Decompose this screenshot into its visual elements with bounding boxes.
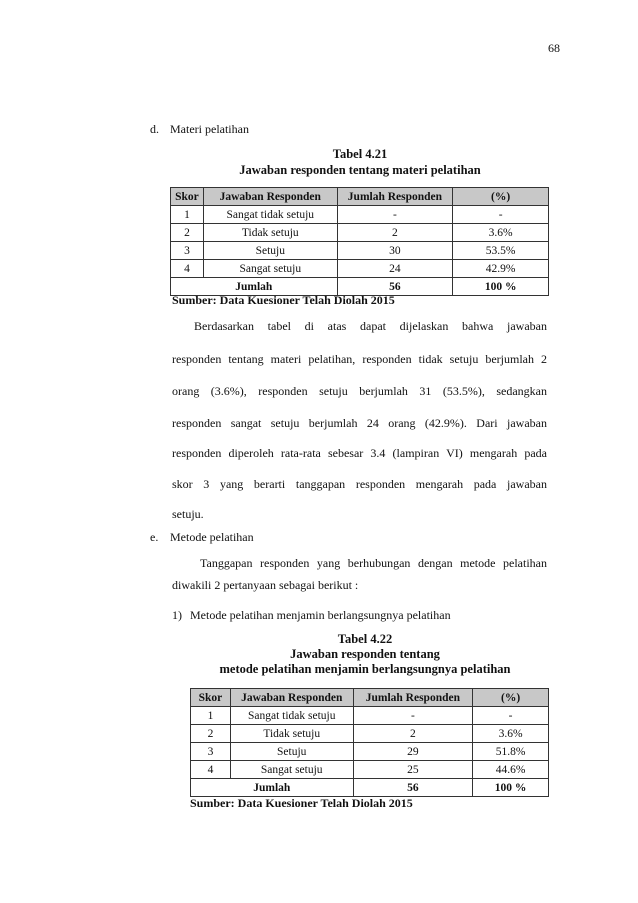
table1-caption-number: Tabel 4.21 [332,147,388,161]
table-cell: - [337,206,453,224]
table2 [190,688,549,797]
table-cell: Setuju [203,242,337,260]
table-cell: Sangat setuju [203,260,337,278]
table-row [171,260,549,278]
table-cell: 1 [191,707,231,725]
table-cell: 25 [353,761,473,779]
subsection-1-title: Metode pelatihan menjamin berlangsungnya pelatihan [190,608,451,622]
table2-caption-subtitle: metode pelatihan menjamin berlangsungnya pelatihan [219,662,511,676]
table-cell: 3 [191,743,231,761]
table-cell: 51.8% [473,743,549,761]
table-row [171,224,549,242]
section-d-title: Materi pelatihan [170,122,249,136]
table-cell: 24 [337,260,453,278]
table2-total-percent: 100 % [473,779,549,797]
paragraph-line: setuju. [172,507,204,521]
section-e-title: Metode pelatihan [170,530,254,544]
table-cell: Sangat setuju [230,761,353,779]
table2-total-label: Jumlah [191,779,354,797]
table2-header-persen: (%) [473,689,549,707]
table2-source: Sumber: Data Kuesioner Telah Diolah 2015 [190,796,413,810]
table1-header-persen: (%) [453,188,549,206]
table-cell: Sangat tidak setuju [203,206,337,224]
table2-header-skor: Skor [191,689,231,707]
table-cell: 4 [191,761,231,779]
table1-total-label: Jumlah [171,278,338,296]
table2-header-jumlah: Jumlah Responden [353,689,473,707]
paragraph-line: responden sangat setuju berjumlah 24 orang (42.9%). Dari jawaban [172,416,547,430]
table1-header-row [171,188,549,206]
table-row [171,242,549,260]
table1 [170,187,549,296]
paragraph-line: responden tentang materi pelatihan, responden tidak setuju berjumlah 2 [172,352,547,366]
table-cell: Tidak setuju [203,224,337,242]
table-cell: - [353,707,473,725]
table-cell: - [453,206,549,224]
table2-caption-number: Tabel 4.22 [337,632,393,646]
table-cell: - [473,707,549,725]
subsection-1-label: 1) [172,608,182,622]
table1-header-jawaban: Jawaban Responden [203,188,337,206]
table-cell: 2 [353,725,473,743]
table-cell: 3.6% [473,725,549,743]
table-cell: Setuju [230,743,353,761]
paragraph-line: responden diperoleh rata-rata sebesar 3.4 (lampiran VI) mengarah pada [172,446,547,460]
table-cell: 2 [191,725,231,743]
table1-caption-title: Jawaban responden tentang materi pelatihan [239,163,481,177]
table1-total-count: 56 [337,278,453,296]
table2-total-count: 56 [353,779,473,797]
table-cell: 53.5% [453,242,549,260]
table2-caption-title: Jawaban responden tentang [290,647,440,661]
section-e-label: e. [150,530,159,544]
table1-source: Sumber: Data Kuesioner Telah Diolah 2015 [172,293,395,307]
paragraph-line: skor 3 yang berarti tanggapan responden mengarah pada jawaban [172,477,547,491]
paragraph-line: Berdasarkan tabel di atas dapat dijelaskan bahwa jawaban [194,319,547,333]
table2-total-row [191,779,549,797]
table-row [191,743,549,761]
table-cell: 42.9% [453,260,549,278]
table-cell: 29 [353,743,473,761]
table-row [191,725,549,743]
table-cell: 1 [171,206,204,224]
table-cell: 30 [337,242,453,260]
table-cell: 3 [171,242,204,260]
page-number: 68 [548,41,560,55]
section-d-label: d. [150,122,159,136]
table2-header-row [191,689,549,707]
table-cell: Sangat tidak setuju [230,707,353,725]
table1-header-skor: Skor [171,188,204,206]
table-cell: 3.6% [453,224,549,242]
table-row [171,206,549,224]
table1-header-jumlah: Jumlah Responden [337,188,453,206]
table1-total-percent: 100 % [453,278,549,296]
paragraph-line: orang (3.6%), responden setuju berjumlah 31 (53.5%), sedangkan [172,384,547,398]
table-cell: Tidak setuju [230,725,353,743]
table-cell: 4 [171,260,204,278]
table-cell: 2 [171,224,204,242]
table-row [191,761,549,779]
paragraph-line: diwakili 2 pertanyaan sebagai berikut : [172,578,359,592]
table2-header-jawaban: Jawaban Responden [230,689,353,707]
paragraph-line: Tanggapan responden yang berhubungan dengan metode pelatihan [200,556,547,570]
table-cell: 2 [337,224,453,242]
table-cell: 44.6% [473,761,549,779]
table-row [191,707,549,725]
